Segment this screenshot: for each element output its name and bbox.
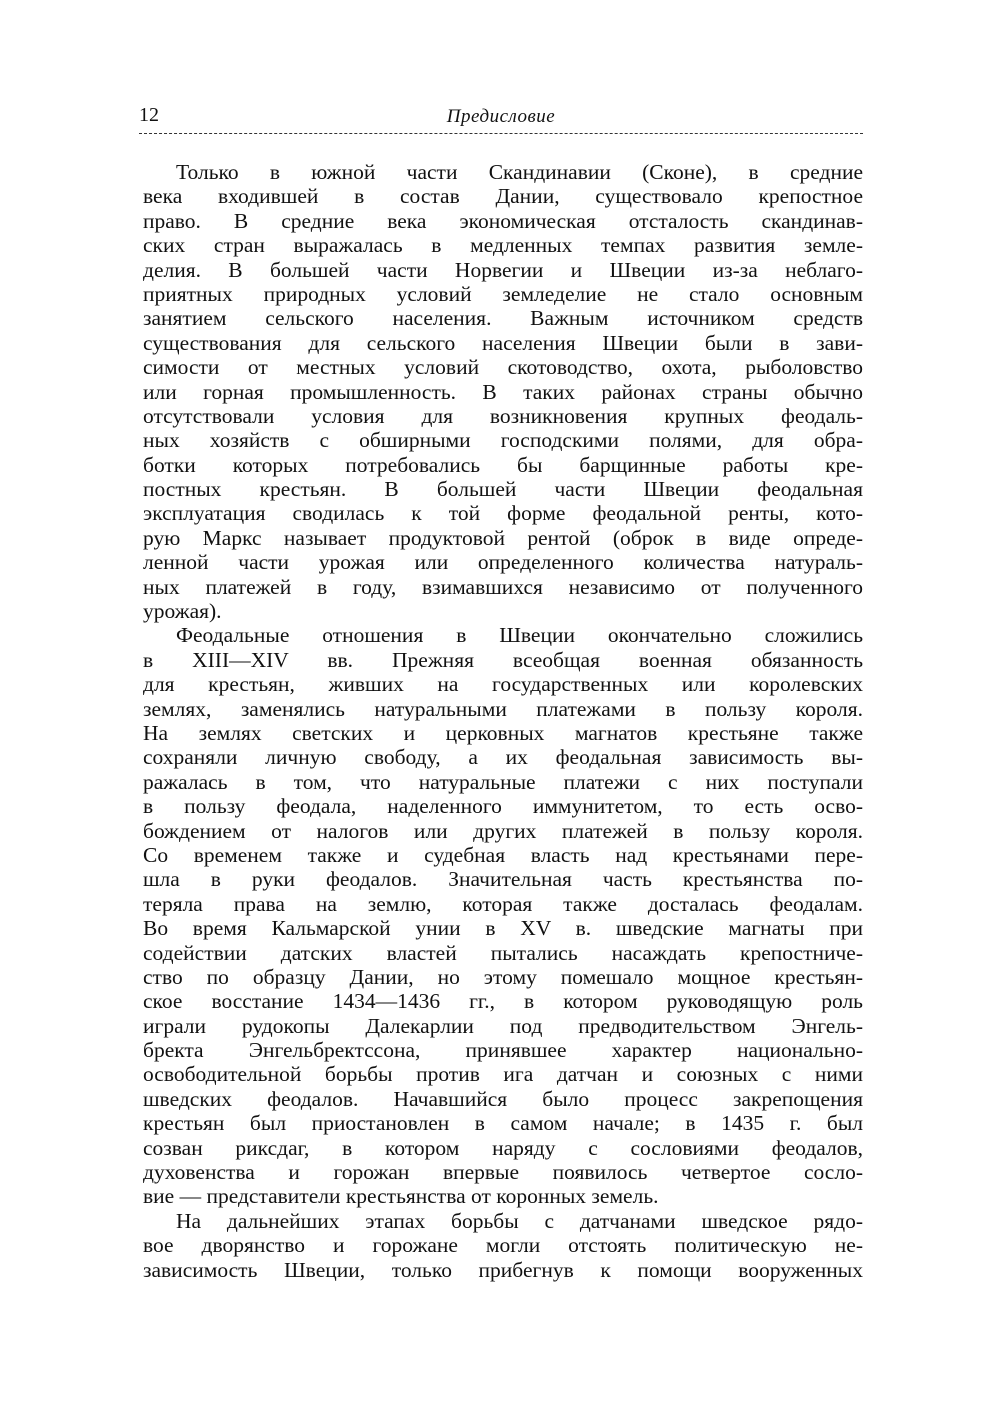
text-line: шведских феодалов. Начавшийся было процесс закрепощения xyxy=(143,1086,863,1111)
paragraph-3 xyxy=(143,1209,863,1282)
text-line: Только в южной части Скандинавии (Сконе), в средние xyxy=(176,160,863,184)
body-text xyxy=(143,160,863,1282)
text-line: бождением от налогов или других платежей в пользу короля. xyxy=(143,818,863,843)
text-line: крестьян был приостановлен в самом начале; в 1435 г. был xyxy=(143,1111,863,1136)
text-line: ских стран выражалась в медленных темпах развития земле- xyxy=(143,233,863,258)
text-line: постных крестьян. В большей части Швеции феодальная xyxy=(143,477,863,502)
text-line: существования для сельского населения Швеции были в зави- xyxy=(143,330,863,355)
text-line: ных платежей в году, взимавшихся независимо от полученного xyxy=(143,574,863,599)
text-line: Во время Кальмарской унии в XV в. шведские магнаты при xyxy=(143,916,863,941)
text-line: ных хозяйств с обширными господскими полями, для обра- xyxy=(143,428,863,453)
text-line: ленной части урожая или определенного количества натураль- xyxy=(143,550,863,575)
text-line: Феодальные отношения в Швеции окончательно сложились xyxy=(176,623,863,648)
paragraph-1 xyxy=(143,160,863,623)
text-line: урожая). xyxy=(143,599,222,624)
text-line: теряла права на землю, которая также досталась феодалам. xyxy=(143,891,863,916)
text-line: для крестьян, живших на государственных или королевских xyxy=(143,672,863,697)
text-line: занятием сельского населения. Важным источником средств xyxy=(143,306,863,331)
text-line: На дальнейших этапах борьбы с датчанами шведское рядо- xyxy=(176,1208,863,1233)
text-line: в XIII—XIV вв. Прежняя всеобщая военная обязанность xyxy=(143,647,863,672)
text-line: или горная промышленность. В таких районах страны обычно xyxy=(143,379,863,404)
text-line: Со временем также и судебная власть над крестьянами пере- xyxy=(143,842,863,867)
text-line: сохраняли личную свободу, а их феодальная зависимость вы- xyxy=(143,745,863,770)
text-line: вое дворянство и горожане могли отстоять политическую не- xyxy=(143,1233,863,1258)
text-line: рую Маркс называет продуктовой рентой (оброк в виде опреде- xyxy=(143,525,863,550)
text-line: созван риксдаг, в котором наряду с сословиями феодалов, xyxy=(143,1135,863,1160)
text-line: зависимость Швеции, только прибегнув к помощи вооруженных xyxy=(143,1257,863,1282)
text-line: бректа Энгельбректссона, принявшее характер национально- xyxy=(143,1038,863,1063)
text-line: эксплуатация сводилась к той форме феодальной ренты, кото- xyxy=(143,501,863,526)
text-line: ражалась в том, что натуральные платежи с них поступали xyxy=(143,769,863,794)
text-line: ботки которых потребовались бы барщинные работы кре- xyxy=(143,452,863,477)
text-line: века входившей в состав Дании, существовало крепостное xyxy=(143,184,863,209)
page-number: 12 xyxy=(139,104,159,126)
header-divider xyxy=(139,133,863,134)
page-header xyxy=(139,104,863,134)
text-line: духовенства и горожан впервые появилось четвертое сосло- xyxy=(143,1160,863,1185)
text-line: делия. В большей части Норвегии и Швеции из-за неблаго- xyxy=(143,257,863,282)
paragraph-2 xyxy=(143,623,863,1208)
text-line: вие — представители крестьянства от коронных земель. xyxy=(143,1184,659,1209)
text-line: шла в руки феодалов. Значительная часть крестьянства по- xyxy=(143,867,863,892)
text-line: играли рудокопы Далекарлии под предводительством Энгель- xyxy=(143,1013,863,1038)
text-line: землях, заменялись натуральными платежами в пользу короля. xyxy=(143,696,863,721)
text-line: ское восстание 1434—1436 гг., в котором руководящую роль xyxy=(143,989,863,1014)
text-line: отсутствовали условия для возникновения крупных феодаль- xyxy=(143,403,863,428)
text-line: освободительной борьбы против ига датчан и союзных с ними xyxy=(143,1062,863,1087)
text-line: в пользу феодала, наделенного иммунитетом, то есть осво- xyxy=(143,794,863,819)
text-line: приятных природных условий земледелие не стало основным xyxy=(143,281,863,306)
text-line: На землях светских и церковных магнатов крестьяне также xyxy=(143,720,863,745)
text-line: ство по образцу Дании, но этому помешало мощное крестьян- xyxy=(143,964,863,989)
text-line: право. В средние века экономическая отсталость скандинав- xyxy=(143,208,863,233)
text-line: содействии датских властей пытались насаждать крепостниче- xyxy=(143,940,863,965)
running-title: Предисловие xyxy=(446,106,556,127)
text-line: симости от местных условий скотоводство, охота, рыболовство xyxy=(143,355,863,380)
